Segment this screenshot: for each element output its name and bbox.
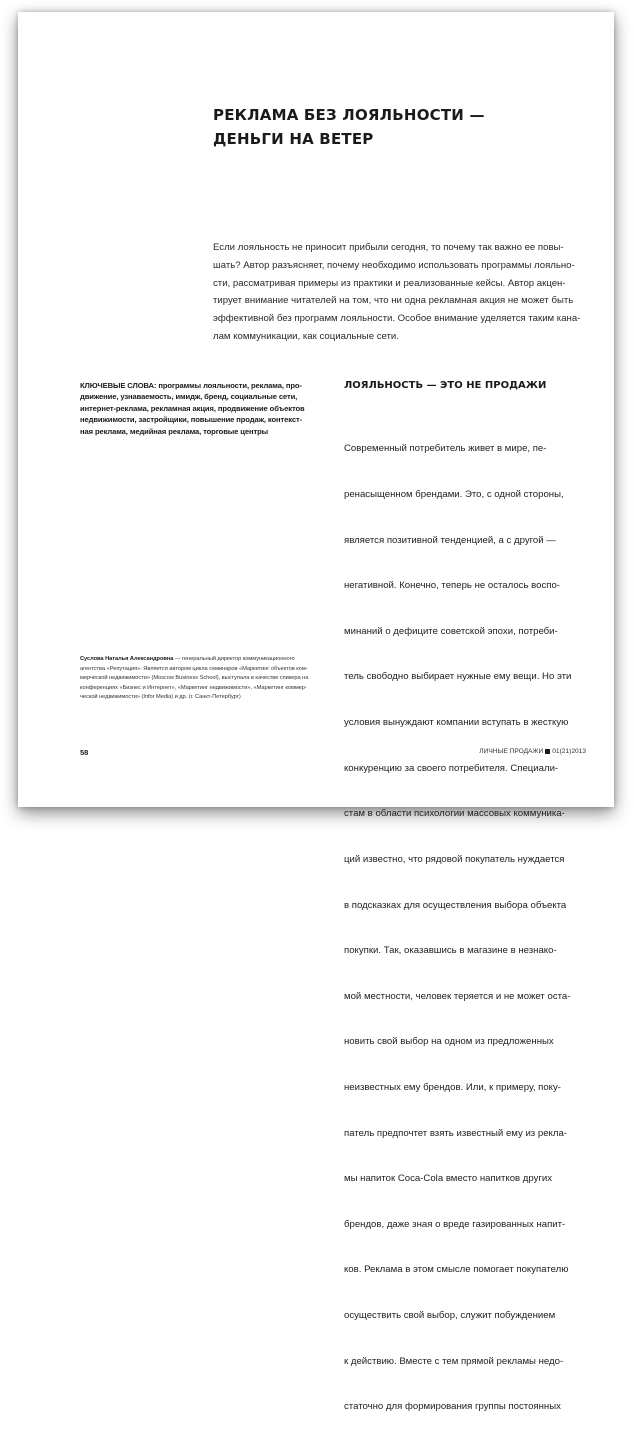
author-line: конференциях «Бизнес и Интернет», «Маркетинг недвижимости», «Маркетинг коммер- bbox=[80, 684, 307, 691]
body-line: к действию. Вместе с тем прямой рекламы недо- bbox=[344, 1355, 564, 1367]
body-line: неизвестных ему брендов. Или, к примеру, поку- bbox=[344, 1081, 561, 1093]
body-line: новить свой выбор на одном из предложенных bbox=[344, 1036, 554, 1048]
abstract-line: сти, рассматривая примеры из практики и реализованные кейсы. Автор акцен- bbox=[213, 277, 566, 289]
body-line: покупки. Так, оказавшись в магазине в незнако- bbox=[344, 945, 557, 957]
abstract-line: эффективной без программ лояльности. Особое внимание уделяется таким кана- bbox=[213, 313, 581, 325]
author-name: Суслова Наталья Александровна bbox=[80, 656, 174, 662]
issue-number: 01(21)2013 bbox=[552, 748, 586, 755]
article-abstract bbox=[213, 239, 589, 346]
square-separator-icon bbox=[545, 749, 550, 754]
journal-name: ЛИЧНЫЕ ПРОДАЖИ bbox=[479, 748, 544, 755]
author-line: мерческой недвижимости» (Moscow Business School), выступала в качестве спикера на bbox=[80, 675, 309, 682]
title-line: РЕКЛАМА БЕЗ ЛОЯЛЬНОСТИ — bbox=[213, 106, 485, 124]
article-title bbox=[213, 103, 533, 151]
body-line: является позитивной тенденцией, а с другой — bbox=[344, 534, 556, 546]
body-line: мы напиток Coca-Cola вместо напитков других bbox=[344, 1173, 553, 1185]
section-body bbox=[344, 411, 594, 1445]
body-line: мой местности, человек теряется и не может оста- bbox=[344, 990, 571, 1002]
body-line: ренасыщенном брендами. Это, с одной стороны, bbox=[344, 489, 564, 501]
body-line: условия вынуждают компании вступать в жесткую bbox=[344, 717, 569, 729]
body-line: патель предпочтет взять известный ему из рекла- bbox=[344, 1127, 567, 1139]
keywords-block bbox=[80, 380, 340, 437]
keywords-line: ная реклама, медийная реклама, торговые центры bbox=[80, 426, 269, 436]
body-line: брендов, даже зная о вреде газированных напит- bbox=[344, 1218, 566, 1230]
author-line: агентства «Репутация». Является автором цикла семинаров «Маркетинг объектов ком- bbox=[80, 665, 308, 672]
author-line-first bbox=[80, 655, 340, 665]
keywords-line: интернет-реклама, рекламная акция, продвижение объектов bbox=[80, 403, 305, 413]
keywords-line: КЛЮЧЕВЫЕ СЛОВА: программы лояльности, реклама, про- bbox=[80, 381, 302, 390]
section-heading: ЛОЯЛЬНОСТЬ — ЭТО НЕ ПРОДАЖИ bbox=[344, 380, 547, 391]
journal-footer bbox=[479, 748, 586, 755]
body-line: Современный потребитель живет в мире, пе- bbox=[344, 443, 547, 455]
abstract-line: лам коммуникации, как социальные сети. bbox=[213, 330, 399, 342]
body-line: ков. Реклама в этом смысле помогает покупателю bbox=[344, 1264, 569, 1276]
keywords-line: движение, узнаваемость, имидж, бренд, социальные сети, bbox=[80, 392, 298, 402]
body-line: осуществить свой выбор, служит побуждением bbox=[344, 1309, 556, 1321]
author-role: — генеральный директор коммуникационного bbox=[173, 656, 295, 662]
body-line: негативной. Конечно, теперь не осталось воспо- bbox=[344, 580, 560, 592]
body-line: тель свободно выбирает нужные ему вещи. Но эти bbox=[344, 671, 572, 683]
title-line: ДЕНЬГИ НА ВЕТЕР bbox=[213, 130, 374, 148]
abstract-line: тирует внимание читателей на том, что ни одна рекламная акция не может быть bbox=[213, 295, 574, 307]
author-line: ческой недвижимости» (Infor Media) и др. (г. Санкт-Петербург) bbox=[80, 694, 241, 701]
body-line: конкуренцию за своего потребителя. Специали- bbox=[344, 762, 559, 774]
body-line: статочно для формирования группы постоянных bbox=[344, 1401, 561, 1413]
document-page bbox=[18, 12, 614, 1413]
author-info bbox=[80, 655, 340, 703]
body-line: в подсказках для осуществления выбора объекта bbox=[344, 899, 567, 911]
body-line: стам в области психологии массовых коммуника- bbox=[344, 808, 565, 820]
page-number: 58 bbox=[80, 748, 89, 757]
body-line: минаний о дефиците советской эпохи, потреби- bbox=[344, 625, 558, 637]
body-line: ций известно, что рядовой покупатель нуждается bbox=[344, 853, 565, 865]
abstract-line: шать? Автор разъясняет, почему необходимо использовать программы лояльно- bbox=[213, 259, 575, 271]
abstract-line: Если лояльность не приносит прибыли сегодня, то почему так важно ее повы- bbox=[213, 242, 564, 253]
keywords-line: недвижимости, застройщики, повышение продаж, контекст- bbox=[80, 415, 303, 425]
